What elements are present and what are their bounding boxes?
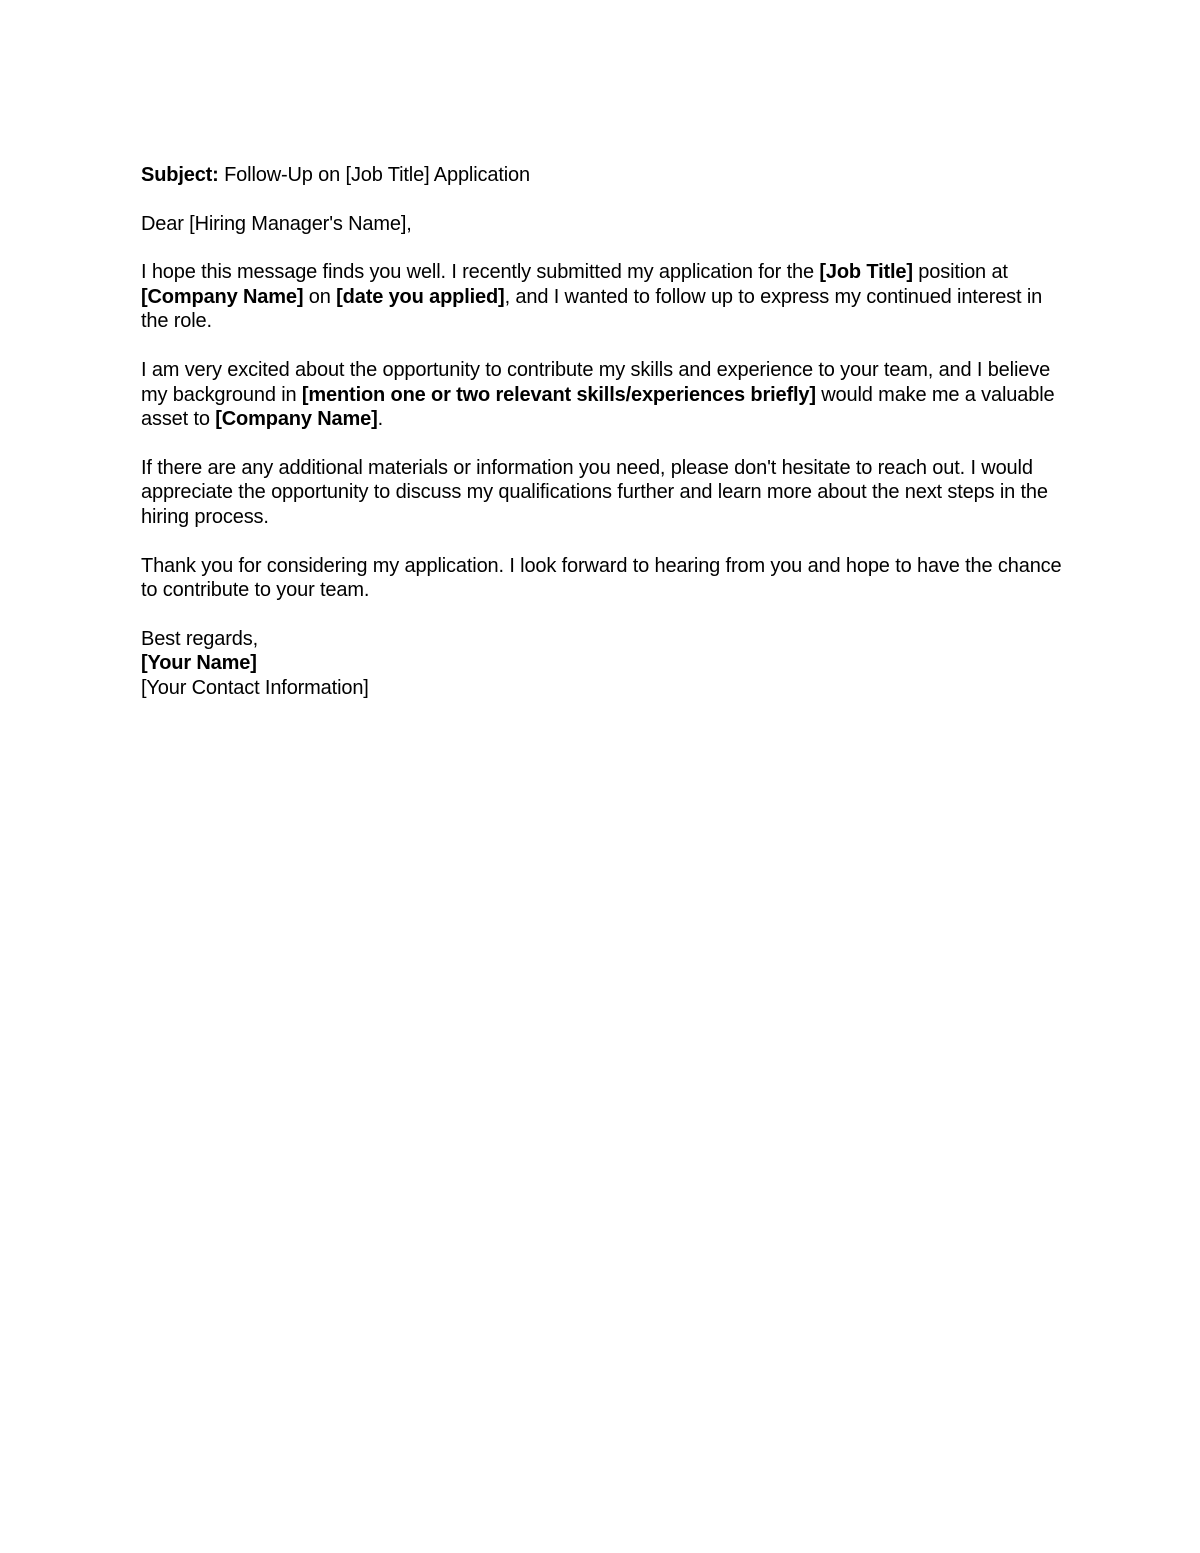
closing: Best regards,	[141, 627, 258, 650]
text-run: I am very excited about the opportunity to contribute my skills and experience to your team, and I believe my background in	[141, 358, 1051, 406]
greeting: Dear [Hiring Manager's Name],	[141, 212, 412, 235]
letter-body	[141, 163, 1071, 701]
text-run: on	[303, 285, 337, 308]
text-run: , and I wanted to follow up to express my continued interest in the role.	[141, 285, 1043, 333]
placeholder-company-name: [Company Name]	[215, 408, 378, 431]
text-run: position at	[912, 261, 1008, 284]
paragraph-materials: If there are any additional materials or information you need, please don't hesitate to reach out. I would appreciate the opportunity to discuss my qualifications further and learn more about the next steps in the hiring process.	[141, 456, 1048, 528]
subject-line	[141, 163, 1071, 188]
text-run: would make me a valuable asset to	[141, 383, 1055, 431]
text-run: I hope this message finds you well. I recently submitted my application for the	[141, 261, 820, 284]
placeholder-date-applied: [date you applied]	[336, 285, 505, 308]
placeholder-skills: [mention one or two relevant skills/experiences briefly]	[301, 383, 816, 406]
signature-name-text: [Your Name]	[141, 652, 257, 675]
placeholder-job-title: [Job Title]	[819, 261, 913, 284]
text-run: .	[377, 408, 384, 431]
paragraph-intro	[141, 260, 1071, 334]
subject-label: Subject:	[141, 164, 219, 186]
paragraph-interest	[141, 358, 1071, 432]
paragraph-thanks: Thank you for considering my application. I look forward to hearing from you and hope to have the chance to contribute to your team.	[141, 554, 1062, 602]
subject-text: Follow-Up on [Job Title] Application	[218, 164, 530, 186]
signature-name	[141, 651, 1071, 676]
placeholder-company-name: [Company Name]	[141, 285, 304, 308]
signature-contact: [Your Contact Information]	[141, 676, 369, 699]
